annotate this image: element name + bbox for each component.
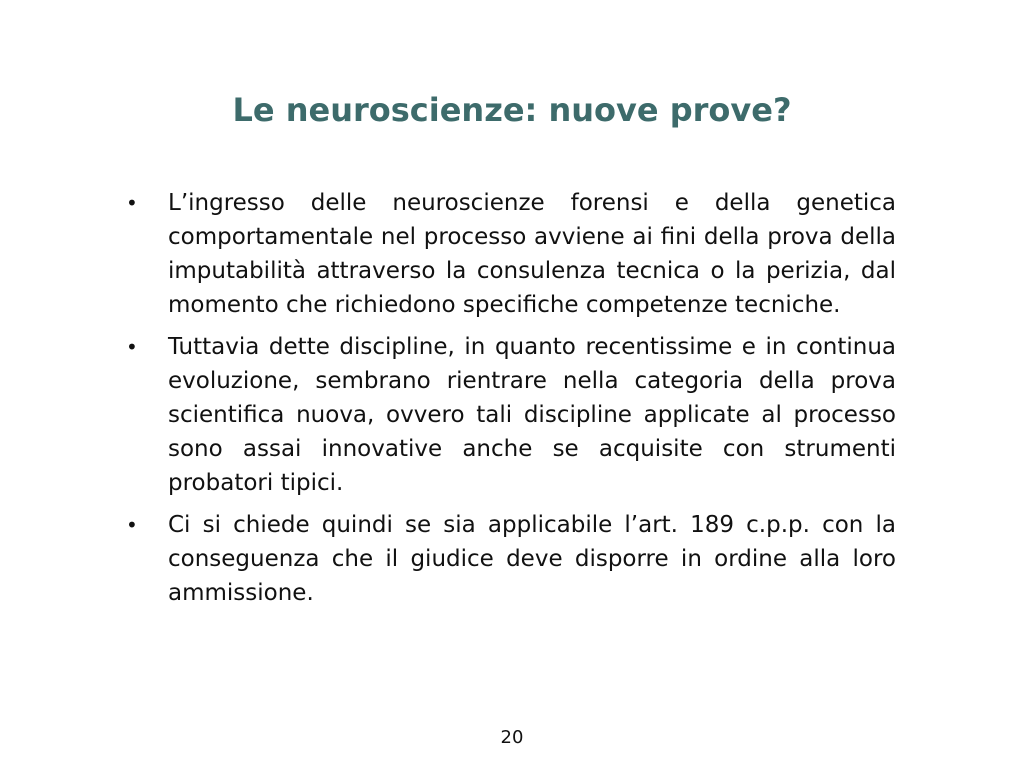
- slide-title: Le neuroscienze: nuove prove?: [232, 91, 792, 129]
- bullet-text: Ci si chiede quindi se sia applicabile l’art. 189 c.p.p. con la conseguenza che il giudice deve disporre in ordine alla loro ammissione.: [168, 512, 896, 606]
- bullet-list: [126, 186, 896, 618]
- bullet-item: [126, 186, 896, 322]
- bullet-item: [126, 508, 896, 610]
- bullet-icon: •: [126, 335, 138, 359]
- bullet-item: [126, 330, 896, 500]
- bullet-text: Tuttavia dette discipline, in quanto recentissime e in continua evoluzione, sembrano rientrare nella categoria della prova scientifica nuova, ovvero tali discipline applicate al processo sono assai innovative anche se acquisite con strumenti probatori tipici.: [168, 334, 896, 496]
- bullet-icon: •: [126, 513, 138, 537]
- bullet-icon: •: [126, 191, 138, 215]
- bullet-text: L’ingresso delle neuroscienze forensi e della genetica comportamentale nel processo avviene ai fini della prova della imputabilità attraverso la consulenza tecnica o la perizia, dal momento che richiedono specifiche competenze tecniche.: [168, 190, 896, 318]
- page-number: 20: [500, 727, 524, 748]
